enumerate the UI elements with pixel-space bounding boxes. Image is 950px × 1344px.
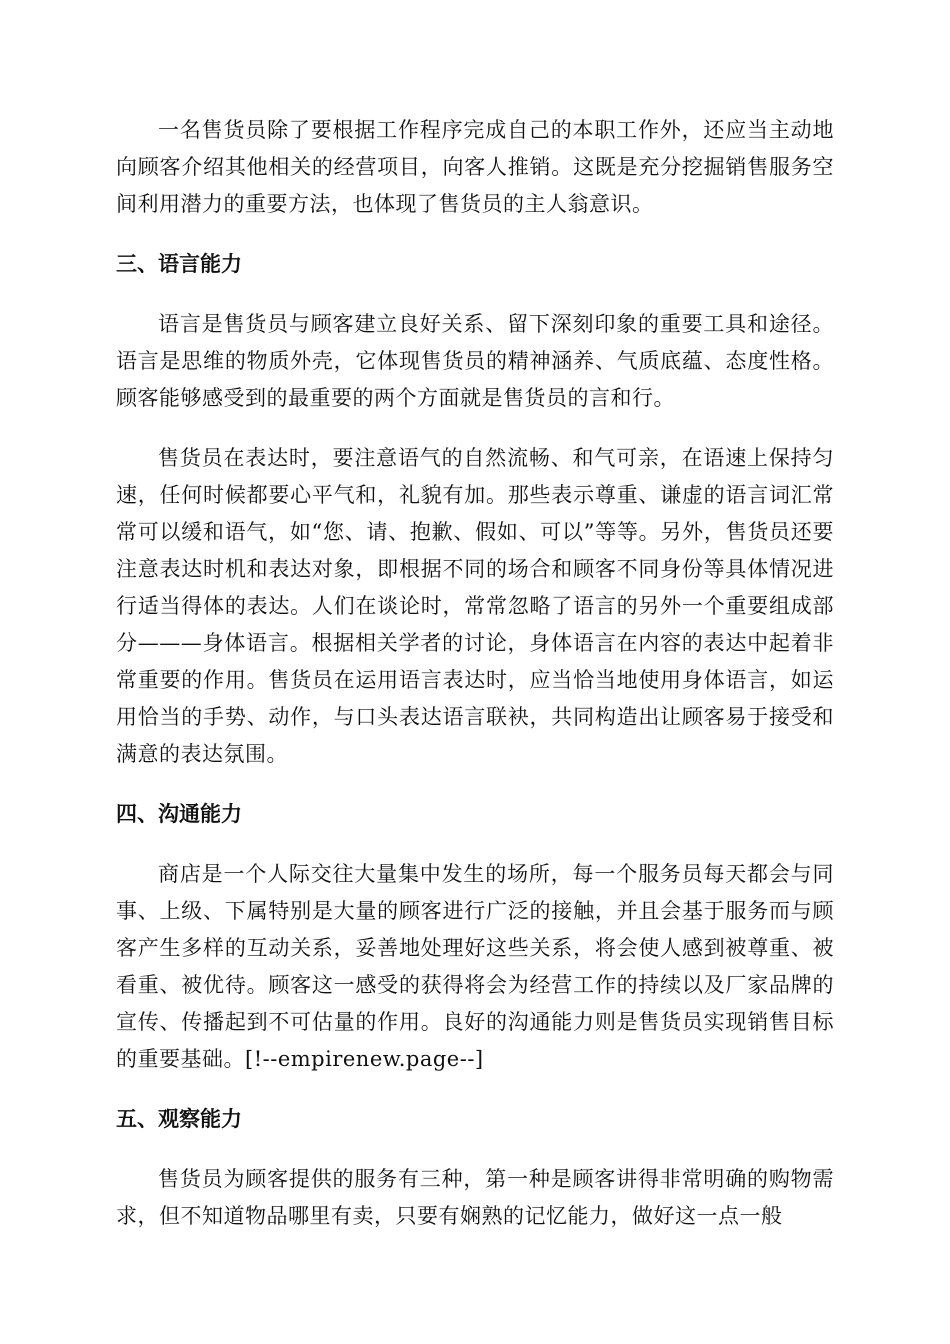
heading-language-ability: 三、语言能力 xyxy=(116,252,242,276)
paragraph-observation: 售货员为顾客提供的服务有三种，第一种是顾客讲得非常明确的购物需求，但不知道物品哪里有卖，只要有娴熟的记忆能力，做好这一点一般 xyxy=(116,1167,834,1228)
paragraph-language-1: 语言是售货员与顾客建立良好关系、留下深刻印象的重要工具和途径。语言是思维的物质外壳，它体现售货员的精神涵养、气质底蕴、态度性格。顾客能够感受到的最重要的两个方面就是售货员的言和行。 xyxy=(116,312,834,410)
paragraph-intro: 一名售货员除了要根据工作程序完成自己的本职工作外，还应当主动地向顾客介绍其他相关的经营项目，向客人推销。这既是充分挖掘销售服务空间利用潜力的重要方法，也体现了售货员的主人翁意识。 xyxy=(116,118,834,216)
paragraph-language-2: 售货员在表达时，要注意语气的自然流畅、和气可亲，在语速上保持匀速，任何时候都要心平气和，礼貌有加。那些表示尊重、谦虚的语言词汇常常可以缓和语气，如“您、请、抱歉、假如、可以”等等。另外，售货员还要注意表达时机和表达对象，即根据不同的场合和顾客不同身份等具体情况进行适当得体的表达。人们在谈论时，常常忽略了语言的另外一个重要组成部分———身体语言。根据相关学者的讨论，身体语言在内容的表达中起着非常重要的作用。售货员在运用语言表达时，应当恰当地使用身体语言，如运用恰当的手势、动作，与口头表达语言联袂，共同构造出让顾客易于接受和满意的表达氛围。 xyxy=(116,446,834,766)
paragraph-communication: 商店是一个人际交往大量集中发生的场所，每一个服务员每天都会与同事、上级、下属特别是大量的顾客进行广泛的接触，并且会基于服务而与顾客产生多样的互动关系，妥善地处理好这些关系，将会使人感到被尊重、被看重、被优待。顾客这一感受的获得将会为经营工作的持续以及厂家品牌的宣传、传播起到不可估量的作用。良好的沟通能力则是售货员实现销售目标的重要基础。[!--empirenew.page--] xyxy=(116,862,834,1071)
heading-observation-ability: 五、观察能力 xyxy=(116,1107,242,1131)
heading-communication-ability: 四、沟通能力 xyxy=(116,802,242,826)
document-body xyxy=(116,112,834,1235)
